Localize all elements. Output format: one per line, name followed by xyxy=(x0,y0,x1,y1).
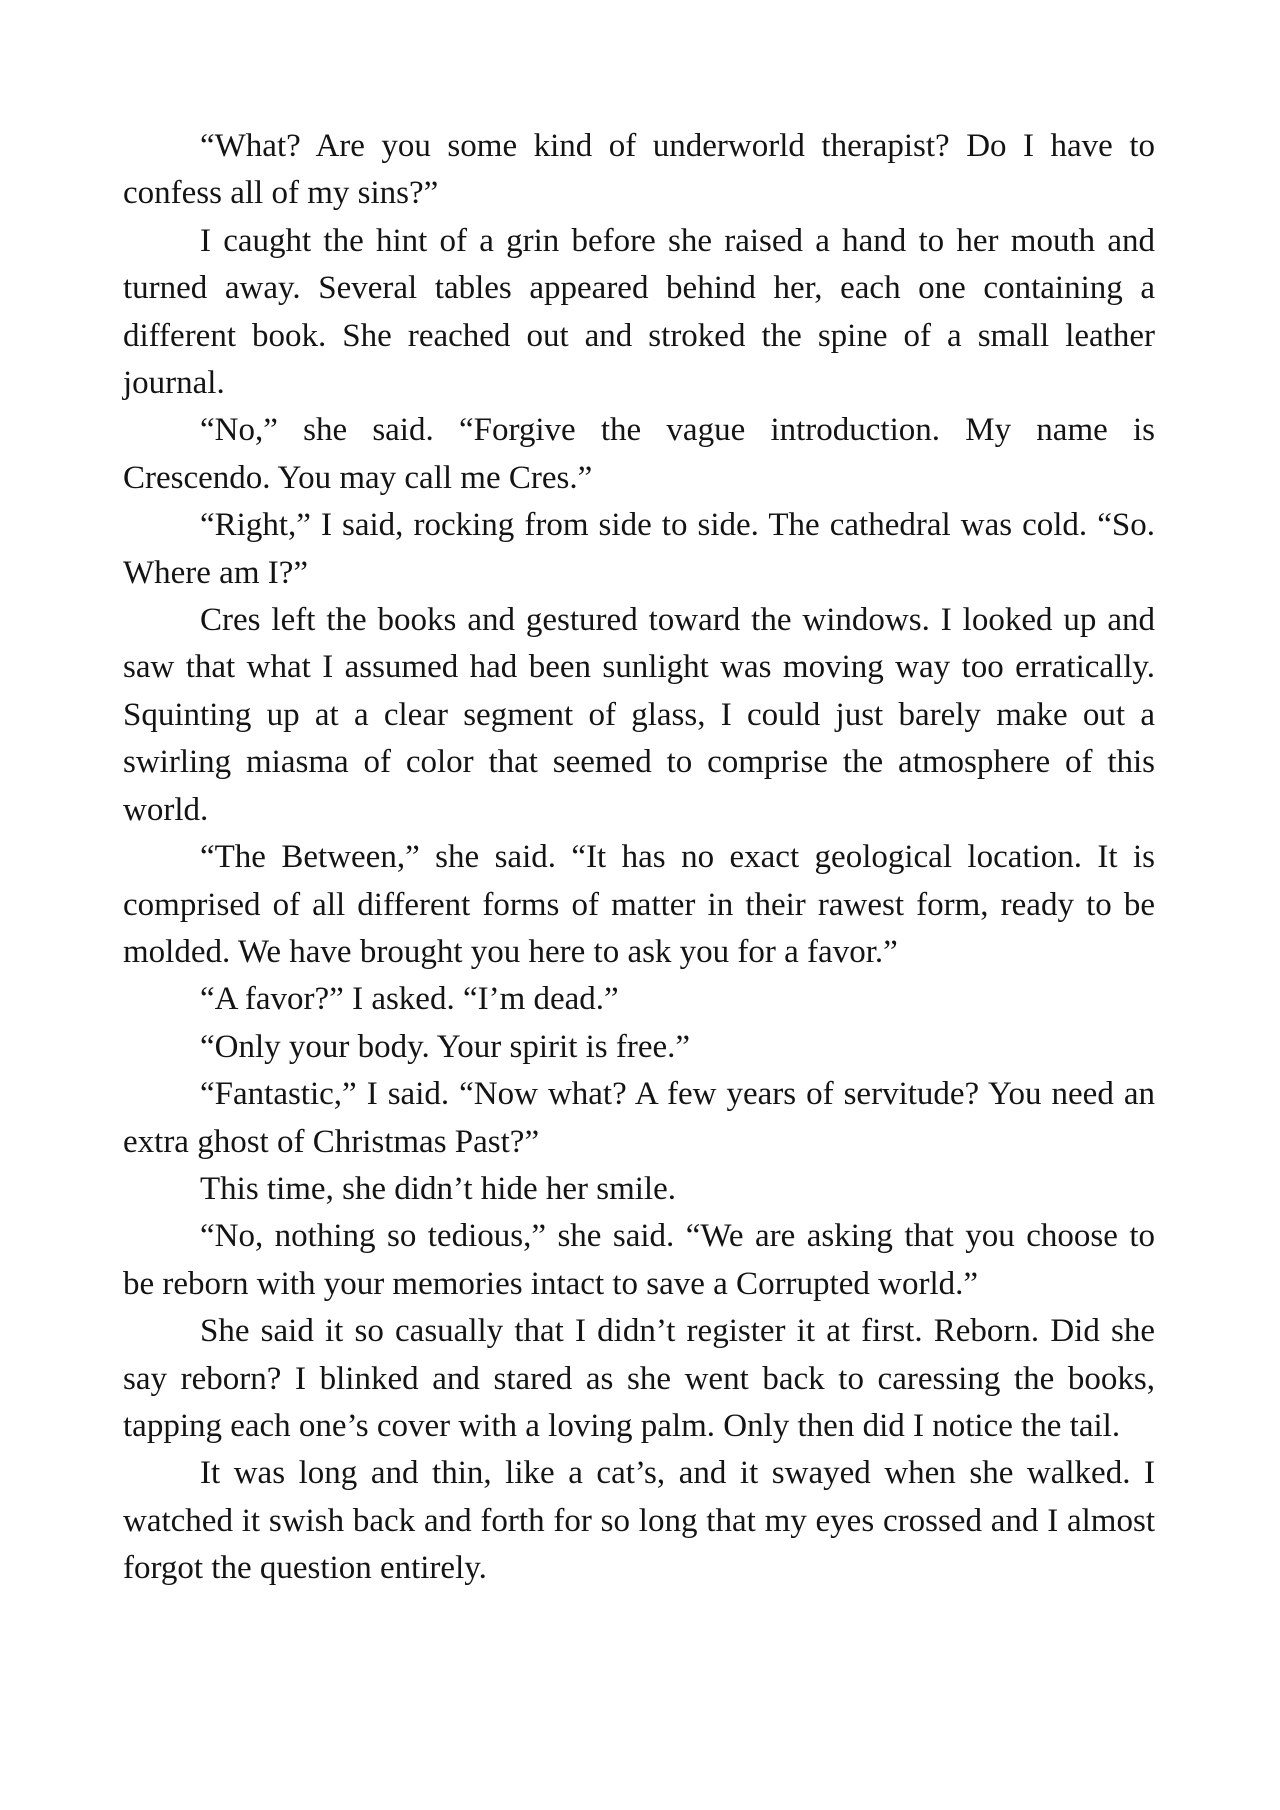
paragraph: “Fantastic,” I said. “Now what? A few years of servitude? You need an extra ghost of Christmas Past?” xyxy=(123,1076,1155,1160)
page-body xyxy=(123,123,1155,1593)
paragraph: It was long and thin, like a cat’s, and it swayed when she walked. I watched it swish back and forth for so long that my eyes crossed and I almost forgot the question entirely. xyxy=(123,1455,1155,1587)
paragraph: She said it so casually that I didn’t register it at first. Reborn. Did she say reborn? I blinked and stared as she went back to caressing the books, tapping each one’s cover with a loving palm. Only then did I notice the tail. xyxy=(123,1313,1155,1444)
paragraph: This time, she didn’t hide her smile. xyxy=(200,1170,676,1207)
paragraph: “A favor?” I asked. “I’m dead.” xyxy=(200,981,619,1018)
paragraph: “The Between,” she said. “It has no exact geological location. It is comprised of all different forms of matter in their rawest form, ready to be molded. We have brought you here to ask you for a favor.” xyxy=(123,839,1155,970)
paragraph: “No, nothing so tedious,” she said. “We are asking that you choose to be reborn with your memories intact to save a Corrupted world.” xyxy=(123,1218,1155,1302)
paragraph: I caught the hint of a grin before she raised a hand to her mouth and turned away. Several tables appeared behind her, each one containing a different book. She reached out and stroked the spine of a small leather journal. xyxy=(123,222,1155,402)
paragraph: “What? Are you some kind of underworld therapist? Do I have to confess all of my sins?” xyxy=(123,128,1155,212)
paragraph: “Only your body. Your spirit is free.” xyxy=(200,1028,691,1065)
paragraph: “Right,” I said, rocking from side to side. The cathedral was cold. “So. Where am I?” xyxy=(123,507,1155,591)
paragraph: “No,” she said. “Forgive the vague introduction. My name is Crescendo. You may call me Cres.” xyxy=(123,412,1155,496)
paragraph: Cres left the books and gestured toward the windows. I looked up and saw that what I assumed had been sunlight was moving way too erratically. Squinting up at a clear segment of glass, I could just barely make out a swirling miasma of color that seemed to comprise the atmosphere of this world. xyxy=(123,602,1155,828)
